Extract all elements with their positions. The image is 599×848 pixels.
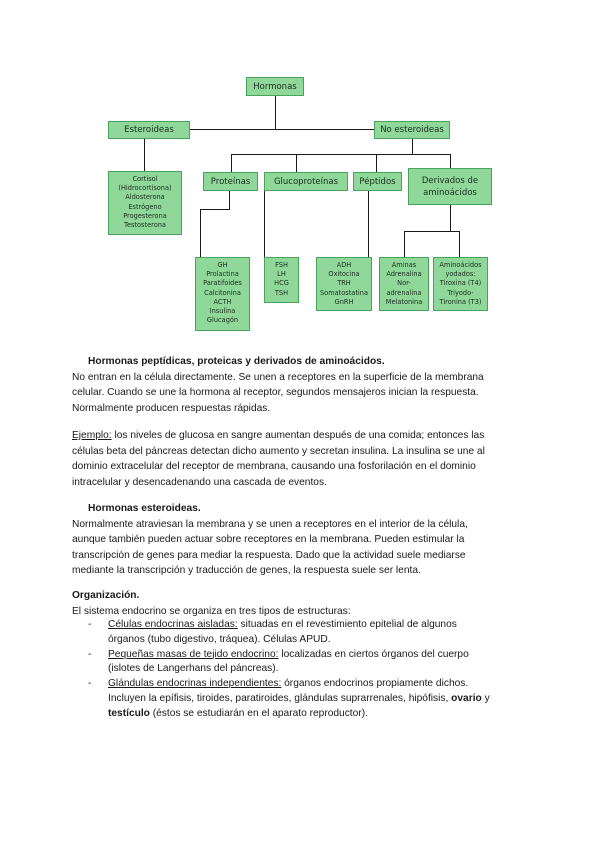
list-item: yodados:: [445, 270, 476, 279]
paragraph-line: El sistema endocrino se organiza en tres tipos de estructuras:: [72, 605, 351, 617]
section-heading: Hormonas peptídicas, proteicas y derivados de aminoácidos.: [88, 356, 385, 367]
bullet-title: Células endocrinas aisladas:: [108, 619, 238, 630]
list-item: Nor-: [397, 279, 411, 288]
list-item: Glucagón: [206, 316, 239, 325]
list-item: Paratifoides: [203, 279, 242, 288]
bullet-dash: -: [88, 678, 92, 690]
box-label: Glucoproteínas: [273, 176, 339, 187]
steroids-section: [72, 501, 532, 579]
list-item: HCG: [274, 279, 289, 288]
list-item: TRH: [337, 279, 351, 288]
bullet-dash: -: [88, 648, 92, 660]
paragraph-line: Normalmente atraviesan la membrana y se unen a receptores en el interior de la célula,: [72, 518, 468, 530]
connector: [275, 96, 276, 129]
box-label: Hormonas: [253, 81, 297, 92]
list-item: GH: [217, 261, 228, 269]
box-label: Péptidos: [359, 176, 396, 187]
hormone-classification-diagram: [0, 0, 599, 340]
connector: [144, 139, 145, 171]
box-label: Esteroideas: [124, 125, 174, 135]
list-item: [88, 677, 533, 721]
bullet-text: órganos endocrinos propiamente dichos.: [281, 678, 469, 690]
amino-derivatives-box: [408, 168, 492, 205]
section-heading: Organización.: [72, 590, 140, 601]
organization-list: [88, 618, 533, 722]
connector: [296, 154, 297, 172]
box-label: Derivados de: [421, 175, 479, 186]
example-label: Ejemplo:: [72, 430, 112, 441]
connector: [368, 191, 369, 257]
bullet-title: Glándulas endocrinas independientes:: [108, 678, 282, 690]
proteins-box: [203, 172, 258, 191]
paragraph-line: dominio extracelular del receptor de membrana, causando una fosforilación en el dominio: [72, 461, 476, 472]
box-label: Proteínas: [210, 176, 251, 187]
list-item: ADH: [336, 261, 352, 269]
list-item: Insulina: [209, 307, 236, 316]
connector: [412, 139, 413, 154]
steroids-box: [108, 121, 190, 139]
connector: [229, 191, 230, 209]
list-item: Tironina (T3): [439, 297, 482, 306]
connector: [376, 154, 377, 172]
list-item: LH: [277, 270, 286, 279]
proteins-list-box: [195, 257, 250, 331]
list-item: (Hidrocortisona): [118, 184, 172, 193]
list-item: Aminoácidos: [439, 261, 482, 269]
bold-term: ovario: [451, 692, 482, 704]
connector: [200, 209, 230, 210]
bullet-text: y: [481, 692, 490, 704]
list-item: adrenalina: [386, 288, 422, 297]
bold-term: testículo: [108, 707, 150, 719]
steroids-list-box: [108, 171, 182, 235]
paragraph-line: No entran en la célula directamente. Se unen a receptores en la superficie de la membrana: [72, 371, 484, 383]
bullet-text: órganos (tubo digestivo, tráquea). Células APUD.: [108, 633, 331, 645]
connector: [231, 154, 232, 172]
section-heading: Hormonas esteroideas.: [88, 503, 201, 514]
paragraph-line: celular. Cuando se une la hormona al receptor, segundos mensajeros inician la respuesta.: [72, 387, 479, 398]
list-item: Somatostatina: [319, 288, 368, 297]
connector: [190, 129, 374, 130]
connector: [450, 205, 451, 231]
organization-section: [72, 588, 532, 619]
list-item: Calcitonina: [204, 288, 241, 297]
list-item: Oxitocina: [328, 270, 360, 279]
glycoproteins-box: [264, 172, 348, 191]
bullet-title: Pequeñas masas de tejido endocrino:: [108, 648, 279, 660]
box-label: aminoácidos: [423, 187, 477, 198]
bullet-text: Incluyen la epífisis, tiroides, paratiroides, glándulas suprarrenales, hipófisis,: [108, 692, 452, 704]
connector: [459, 231, 460, 257]
example-paragraph: [72, 428, 532, 490]
list-item: Adrenalina: [386, 270, 422, 279]
amines-list-box: [379, 257, 429, 311]
list-item: Prolactina: [206, 270, 239, 279]
list-item: Aldosterona: [125, 193, 165, 202]
list-item: Cortisol: [132, 175, 158, 183]
list-item: Estrógeno: [128, 202, 162, 211]
non-steroids-box: [374, 121, 450, 139]
list-item: Aminas: [391, 261, 417, 269]
connector: [264, 191, 265, 257]
iodinated-list-box: [433, 257, 488, 311]
list-item: Tiroxina (T4): [439, 279, 482, 288]
paragraph-text: los niveles de glucosa en sangre aumentan después de una comida; entonces las: [111, 430, 485, 441]
list-item: GnRH: [334, 297, 354, 306]
hormones-root-box: [246, 77, 304, 96]
connector: [231, 154, 450, 155]
paragraph-line: transcripción de genes para mediar la respuesta. Dado que la actividad suele mediarse: [72, 549, 466, 561]
glycoproteins-list-box: [264, 257, 299, 303]
list-item: Progesterona: [123, 211, 167, 220]
list-item: Melatonina: [385, 297, 423, 306]
list-item: [88, 618, 533, 648]
bullet-dash: -: [88, 619, 92, 630]
peptides-box: [353, 172, 402, 191]
list-item: Testosterona: [124, 221, 166, 230]
bullet-text: (éstos se estudiarán en el aparato reproductor).: [149, 707, 368, 719]
list-item: Triyodo-: [447, 288, 474, 297]
connector: [404, 231, 405, 257]
peptides-list-box: [316, 257, 372, 311]
list-item: TSH: [274, 288, 289, 297]
paragraph-line: células beta del páncreas detectan dicho aumento y secretan insulina. La insulina se une al: [72, 445, 485, 457]
list-item: [88, 648, 533, 678]
bullet-text: situadas en el revestimiento epitelial de algunos: [237, 619, 457, 630]
paragraph-line: intracelular y desencadenando una cascada de eventos.: [72, 476, 327, 488]
connector: [450, 154, 451, 168]
list-item: ACTH: [213, 297, 232, 306]
bullet-text: localizadas en ciertos órganos del cuerpo: [278, 648, 469, 660]
list-item: FSH: [275, 261, 288, 269]
connector: [404, 231, 459, 232]
paragraph-line: Normalmente producen respuestas rápidas.: [72, 402, 271, 414]
paragraph-line: [72, 428, 532, 444]
bullet-text: (islotes de Langerhans del páncreas).: [108, 663, 279, 675]
paragraph-line: aunque también pueden actuar sobre receptores en la membrana. Pueden estimular la: [72, 534, 465, 545]
paragraph-line: mediante la transcripción y traducción de genes, la respuesta suele ser lenta.: [72, 565, 421, 576]
box-label: No esteroideas: [380, 125, 444, 135]
peptides-section: [72, 354, 532, 416]
